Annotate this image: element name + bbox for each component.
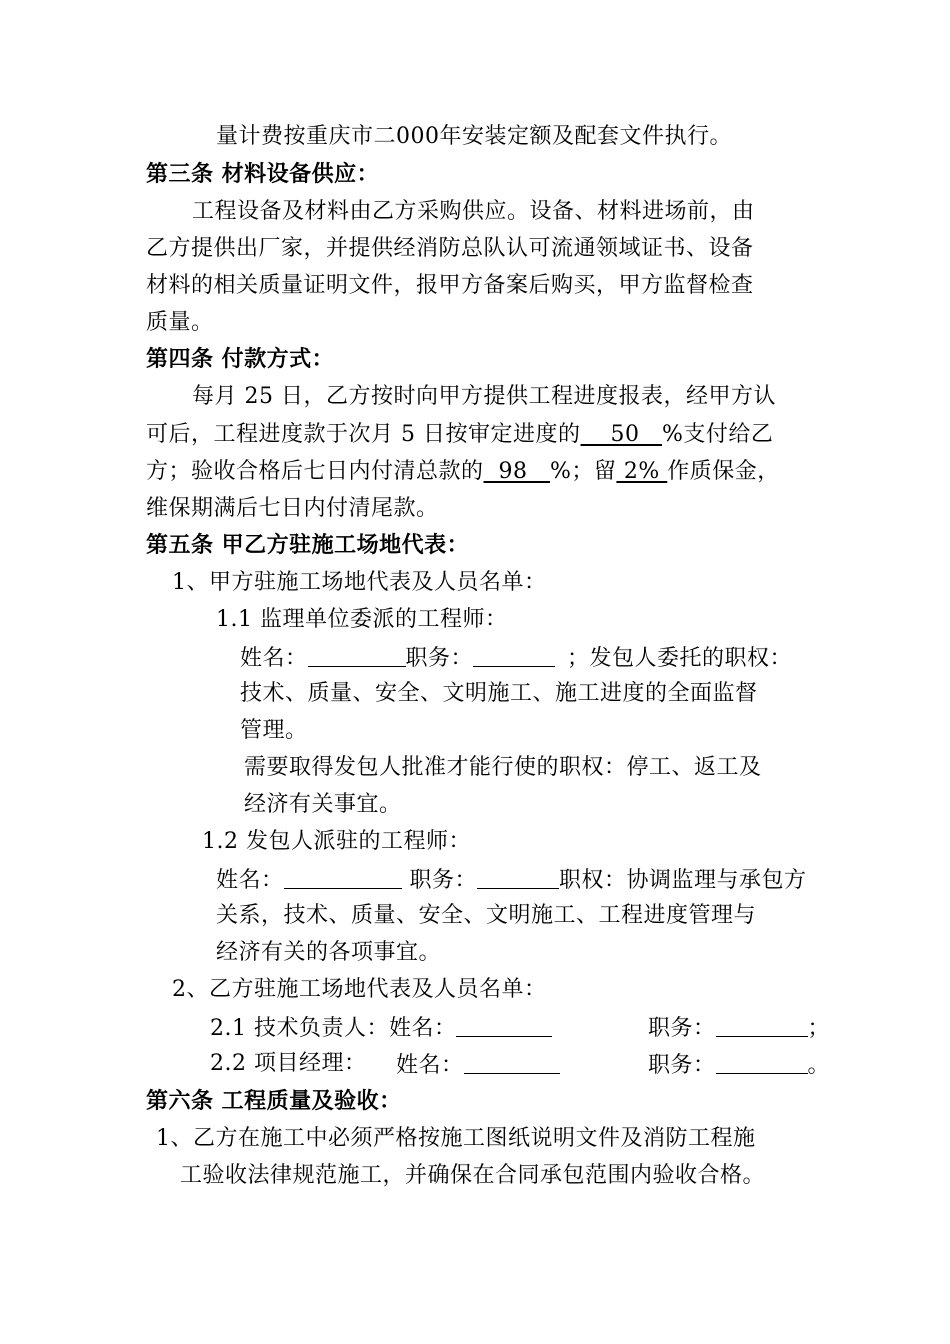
text-segment: ；发包人委托的职权： — [567, 646, 793, 671]
duty-blank — [716, 1051, 808, 1074]
text-line: 2.2 项目经理： — [210, 1051, 367, 1076]
duty-blank — [716, 1014, 808, 1037]
text-line: 材料的相关质量证明文件，报甲方备案后购买，甲方监督检查 — [146, 273, 754, 298]
name-blank — [464, 1051, 560, 1074]
text-line — [210, 1012, 552, 1044]
text-segment: ； — [807, 1016, 831, 1041]
text-segment: %支付给乙 — [661, 422, 774, 447]
duty-blank — [477, 866, 559, 889]
text-line — [240, 642, 792, 674]
text-segment: 可后，工程进度款于次月 5 日按审定进度的 — [146, 422, 581, 447]
text-line: 关系，技术、质量、安全、文明施工、工程进度管理与 — [216, 903, 757, 928]
article-6-heading: 第六条 工程质量及验收： — [146, 1089, 402, 1114]
text-line: 量计费按重庆市二000年安装定额及配套文件执行。 — [216, 124, 732, 149]
text-line — [146, 457, 780, 487]
text-line — [146, 420, 773, 450]
text-line — [648, 1012, 830, 1044]
text-line: 需要取得发包人批准才能行使的职权：停工、返工及 — [244, 755, 762, 780]
text-line: 维保期满后七日内付清尾款。 — [146, 496, 439, 521]
text-line: 工验收法律规范施工，并确保在合同承包范围内验收合格。 — [180, 1163, 766, 1188]
name-blank — [456, 1014, 552, 1037]
article-4-heading: 第四条 付款方式： — [146, 347, 335, 372]
name-blank — [308, 644, 406, 667]
text-segment: 作质保金， — [667, 459, 780, 484]
article-3-heading: 第三条 材料设备供应： — [146, 162, 380, 187]
article-5-heading: 第五条 甲乙方驻施工场地代表： — [146, 533, 470, 558]
progress-payment-percent: 50 — [580, 422, 662, 447]
text-line: 经济有关事宜。 — [244, 792, 402, 817]
warranty-percent: 2% — [616, 459, 668, 484]
text-line: 乙方提供出厂家，并提供经消防总队认可流通领域证书、设备 — [146, 236, 754, 261]
text-line: 1.1 监理单位委派的工程师： — [216, 607, 508, 632]
text-segment: 方；验收合格后七日内付清总款的 — [146, 459, 484, 484]
text-line: 质量。 — [146, 310, 214, 335]
final-payment-percent: 98 — [483, 459, 550, 484]
text-segment: 职权：协调监理与承包方 — [559, 868, 807, 893]
text-line — [216, 864, 807, 896]
text-line — [396, 1049, 560, 1081]
text-line: 工程设备及材料由乙方采购供应。设备、材料进场前，由 — [192, 199, 755, 224]
duty-label: 职务： — [648, 1053, 716, 1078]
text-line: 每月 25 日，乙方按时向甲方提供工程进度报表，经甲方认 — [192, 384, 776, 409]
name-blank — [284, 866, 402, 889]
text-line: 技术、质量、安全、文明施工、施工进度的全面监督 — [240, 681, 758, 706]
name-label: 姓名： — [216, 868, 284, 893]
duty-label: 职务： — [648, 1016, 716, 1041]
text-line: 1.2 发包人派驻的工程师： — [202, 829, 471, 854]
name-label: 姓名： — [396, 1053, 464, 1078]
tech-lead-name-label: 2.1 技术负责人：姓名： — [210, 1016, 457, 1041]
text-line: 经济有关的各项事宜。 — [216, 940, 442, 965]
text-line: 1、乙方在施工中必须严格按施工图纸说明文件及消防工程施 — [156, 1126, 756, 1151]
duty-label: 职务： — [405, 646, 474, 671]
duty-label: 职务： — [409, 868, 478, 893]
text-line — [648, 1049, 830, 1081]
name-label: 姓名： — [240, 646, 308, 671]
text-segment: 。 — [807, 1053, 831, 1078]
text-segment: %；留 — [549, 459, 617, 484]
text-line: 2、乙方驻施工场地代表及人员名单： — [172, 977, 547, 1002]
duty-blank — [473, 644, 555, 667]
text-line: 管理。 — [240, 718, 308, 743]
text-line: 1、甲方驻施工场地代表及人员名单： — [172, 570, 547, 595]
